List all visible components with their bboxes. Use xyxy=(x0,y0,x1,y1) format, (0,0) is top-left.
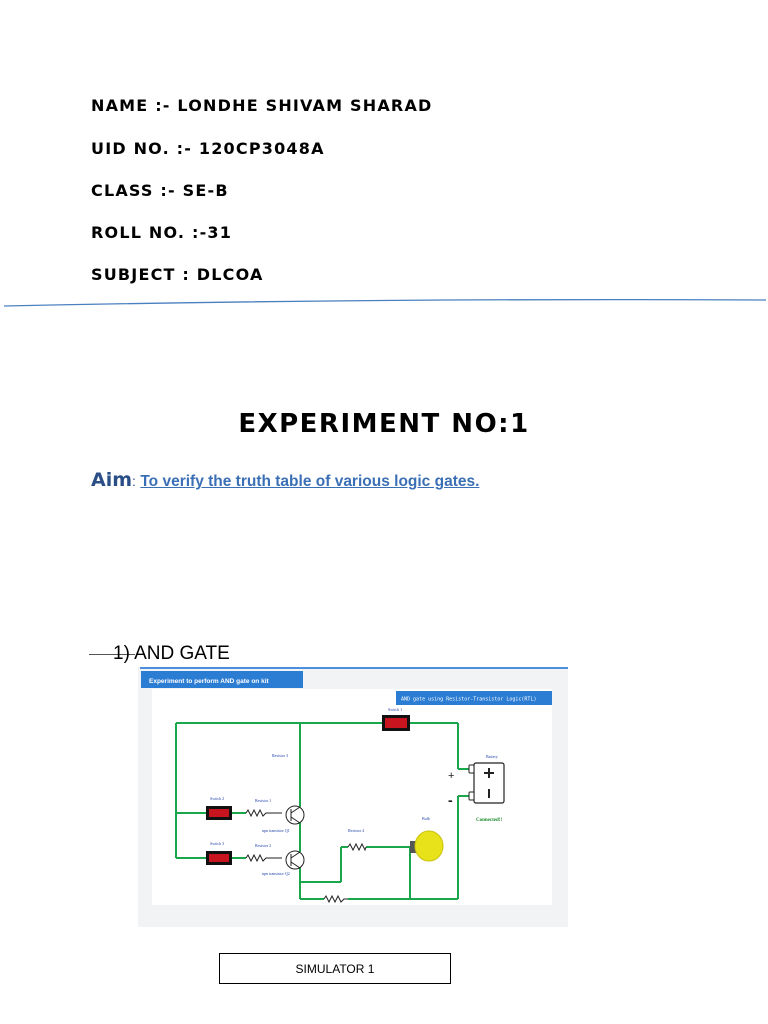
label-resistor-1: Resistor 1 xyxy=(255,798,272,803)
simulator-top-border xyxy=(140,667,568,669)
label-battery: Battery xyxy=(486,754,498,759)
battery xyxy=(469,763,504,803)
label-bulb: Bulb xyxy=(422,816,430,821)
status-connected: Connected!! xyxy=(476,818,503,823)
student-roll: ROLL NO. :-31 xyxy=(91,223,233,242)
switch-1 xyxy=(382,715,410,731)
aim-label: Aim xyxy=(91,469,133,491)
label-plus: + xyxy=(448,770,455,782)
label-transistor-q1: npn transistor Q1 xyxy=(262,828,290,833)
figure-caption xyxy=(219,953,451,984)
aim-line xyxy=(91,469,479,491)
switch-3 xyxy=(206,851,232,865)
label-resistor-4: Resistor 4 xyxy=(348,828,365,833)
label-switch-3: Switch 3 xyxy=(210,841,225,846)
section-heading: 1) AND GATE xyxy=(113,643,230,664)
figure-caption-text: SIMULATOR 1 xyxy=(295,961,375,976)
experiment-title: EXPERIMENT NO:1 xyxy=(238,409,530,439)
label-transistor-q2: npn transistor Q2 xyxy=(262,871,290,876)
switch-2 xyxy=(206,806,232,820)
aim-text: To verify the truth table of various logic gates. xyxy=(140,473,480,490)
label-switch-1: Switch 1 xyxy=(388,707,403,712)
diagram-title-text: AND gate using Resistor-Transistor Logic(RTL) xyxy=(401,696,537,703)
label-resistor-2: Resistor 2 xyxy=(255,843,272,848)
simulator-screenshot xyxy=(138,667,568,927)
simulator-header-text: Experiment to perform AND gate on kit xyxy=(149,678,269,685)
label-resistor-3: Resistor 3 xyxy=(272,753,289,758)
student-uid: UID NO. :- 120CP3048A xyxy=(91,139,325,158)
student-subject: SUBJECT : DLCOA xyxy=(91,265,264,284)
aim-colon: : xyxy=(132,473,136,489)
label-switch-2: Switch 2 xyxy=(210,796,225,801)
student-name: NAME :- LONDHE SHIVAM SHARAD xyxy=(91,96,433,115)
student-class: CLASS :- SE-B xyxy=(91,181,229,200)
horizontal-rule xyxy=(4,296,766,310)
label-minus: - xyxy=(448,792,453,808)
